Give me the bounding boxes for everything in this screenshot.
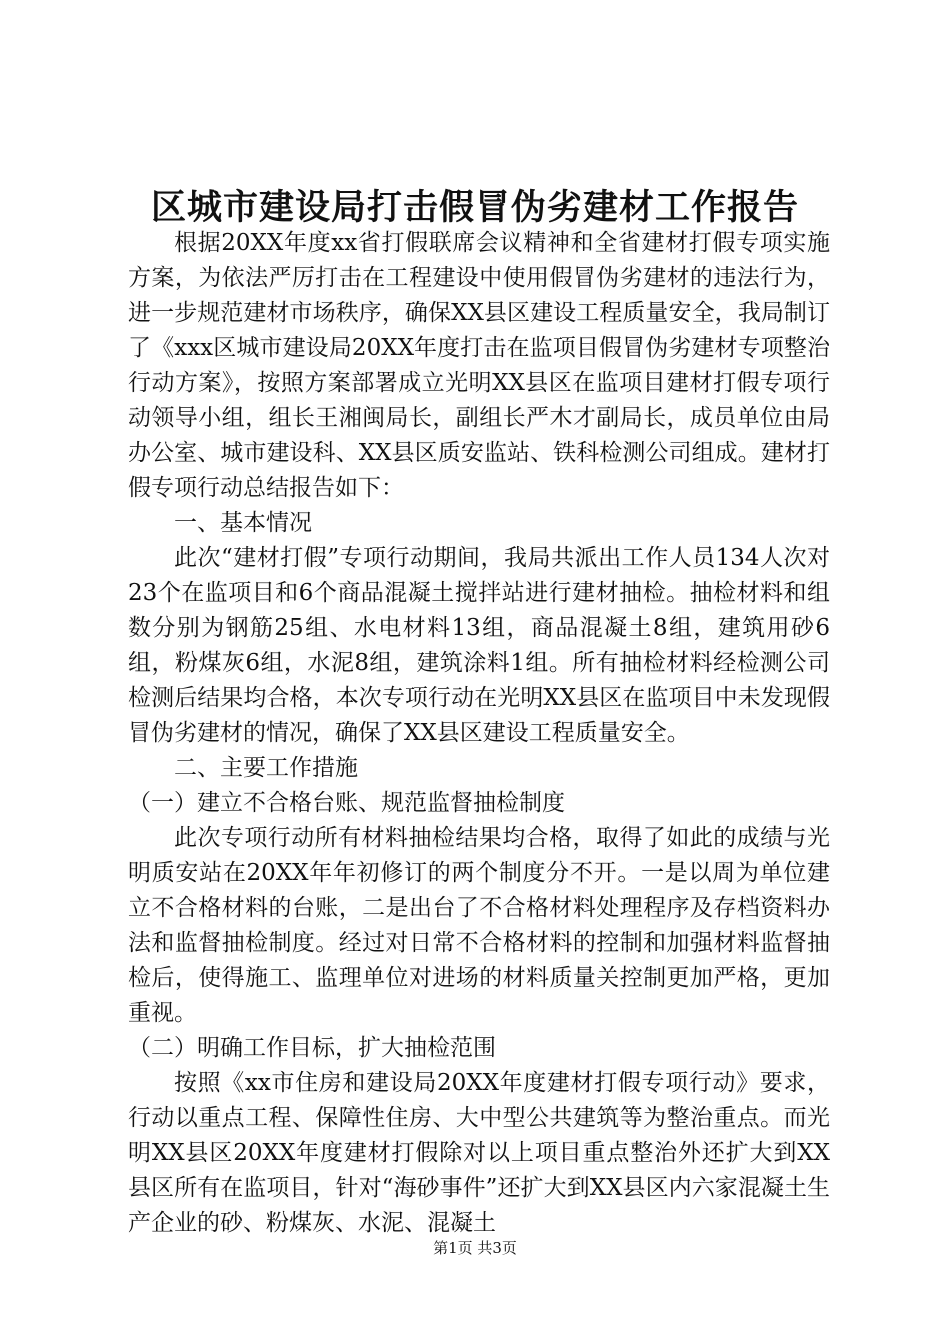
paragraph-scope: 按照《xx市住房和建设局20XX年度建材打假专项行动》要求，行动以重点工程、保障性住房、大中型公共建筑等为整治重点。而光明XX县区20XX年度建材打假除对以上项目重点整治外还扩大到XX县区所有在监项目，针对“海砂事件”还扩大到XX县区内六家混凝土生产企业的砂、粉煤灰、水泥、混凝土 [128, 1070, 830, 1236]
page-footer: 第1页 共3页 [433, 1239, 517, 1257]
document-body [128, 226, 830, 1241]
section-heading-basic: 一、基本情况 [174, 510, 312, 536]
subheading-scope: （二）明确工作目标，扩大抽检范围 [128, 1035, 496, 1061]
paragraph-basic: 此次“建材打假”专项行动期间，我局共派出工作人员134人次对23个在监项目和6个商品混凝土搅拌站进行建材抽检。抽检材料和组数分别为钢筋25组、水电材料13组，商品混凝土8组，建筑用砂6组，粉煤灰6组，水泥8组，建筑涂料1组。所有抽检材料经检测公司检测后结果均合格，本次专项行动在光明XX县区在监项目中未发现假冒伪劣建材的情况，确保了XX县区建设工程质量安全。 [128, 545, 830, 746]
paragraph-ledger: 此次专项行动所有材料抽检结果均合格，取得了如此的成绩与光明质安站在20XX年年初修订的两个制度分不开。一是以周为单位建立不合格材料的台账，二是出台了不合格材料处理程序及存档资料办法和监督抽检制度。经过对日常不合格材料的控制和加强材料监督抽检后，使得施工、监理单位对进场的材料质量关控制更加严格，更加重视。 [128, 825, 830, 1026]
paragraph-intro: 根据20XX年度xx省打假联席会议精神和全省建材打假专项实施方案，为依法严厉打击在工程建设中使用假冒伪劣建材的违法行为，进一步规范建材市场秩序，确保XX县区建设工程质量安全，我局制订了《xxx区城市建设局20XX年度打击在监项目假冒伪劣建材专项整治行动方案》，按照方案部署成立光明XX县区在监项目建材打假专项行动领导小组，组长王湘闽局长，副组长严木才副局长，成员单位由局办公室、城市建设科、XX县区质安监站、铁科检测公司组成。建材打假专项行动总结报告如下： [128, 230, 830, 501]
section-heading-measures: 二、主要工作措施 [174, 755, 358, 781]
document-title: 区城市建设局打击假冒伪劣建材工作报告 [150, 187, 799, 228]
subheading-ledger: （一）建立不合格台账、规范监督抽检制度 [128, 790, 565, 816]
